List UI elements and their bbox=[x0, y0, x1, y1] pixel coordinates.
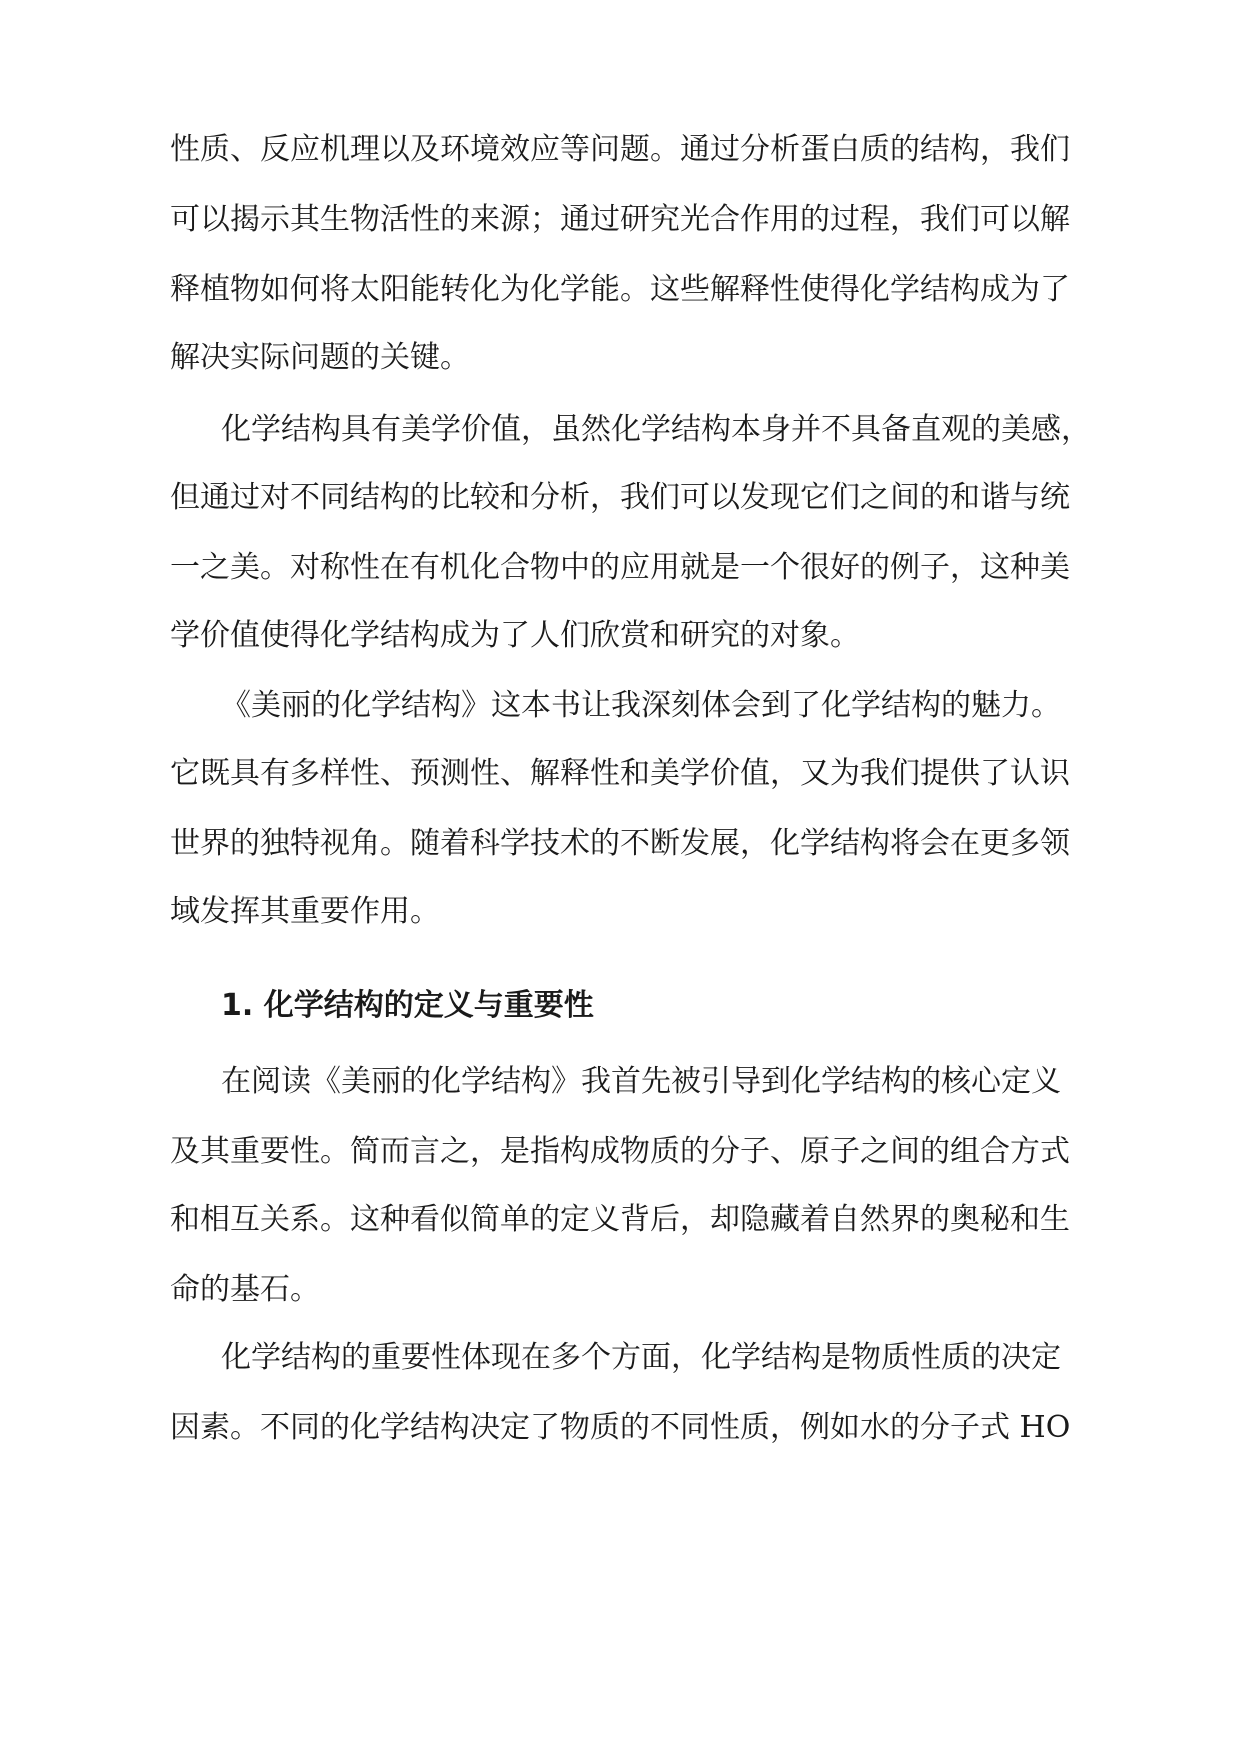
line-text: 命的基石。 bbox=[170, 1272, 320, 1307]
paragraph-line bbox=[0, 606, 1241, 666]
line-text: 在阅读《美丽的化学结构》我首先被引导到化学结构的核心定义 bbox=[221, 1064, 1061, 1099]
heading-text: 1. 化学结构的定义与重要性 bbox=[221, 988, 594, 1023]
line-text: 化学结构的重要性体现在多个方面，化学结构是物质性质的决定 bbox=[221, 1340, 1061, 1375]
section-heading bbox=[0, 976, 1241, 1036]
paragraph-line bbox=[0, 1122, 1241, 1182]
line-text: 释植物如何将太阳能转化为化学能。这些解释性使得化学结构成为了 bbox=[170, 272, 1070, 307]
line-text: 它既具有多样性、预测性、解释性和美学价值，又为我们提供了认识 bbox=[170, 756, 1070, 791]
line-text: 和相互关系。这种看似简单的定义背后，却隐藏着自然界的奥秘和生 bbox=[170, 1202, 1070, 1237]
paragraph-line bbox=[0, 468, 1241, 528]
paragraph-line bbox=[0, 1328, 1241, 1388]
paragraph-line bbox=[0, 1398, 1241, 1458]
line-text: 及其重要性。简而言之，是指构成物质的分子、原子之间的组合方式 bbox=[170, 1134, 1070, 1169]
paragraph-line bbox=[0, 676, 1241, 736]
paragraph-line bbox=[0, 1260, 1241, 1320]
line-text: 可以揭示其生物活性的来源；通过研究光合作用的过程，我们可以解 bbox=[170, 202, 1070, 237]
line-text: 域发挥其重要作用。 bbox=[170, 894, 440, 929]
line-text: 解决实际问题的关键。 bbox=[170, 340, 470, 375]
paragraph-line bbox=[0, 328, 1241, 388]
line-text: 但通过对不同结构的比较和分析，我们可以发现它们之间的和谐与统 bbox=[170, 480, 1070, 515]
paragraph-line bbox=[0, 882, 1241, 942]
paragraph-line bbox=[0, 814, 1241, 874]
paragraph-line bbox=[0, 400, 1241, 460]
paragraph-line bbox=[0, 744, 1241, 804]
paragraph-line bbox=[0, 538, 1241, 598]
line-text: 《美丽的化学结构》这本书让我深刻体会到了化学结构的魅力。 bbox=[221, 688, 1061, 723]
paragraph-line bbox=[0, 120, 1241, 180]
line-text: 因素。不同的化学结构决定了物质的不同性质，例如水的分子式 HO bbox=[170, 1410, 1071, 1445]
line-text: 性质、反应机理以及环境效应等问题。通过分析蛋白质的结构，我们 bbox=[170, 132, 1070, 167]
line-text: 学价值使得化学结构成为了人们欣赏和研究的对象。 bbox=[170, 618, 860, 653]
line-text: 一之美。对称性在有机化合物中的应用就是一个很好的例子，这种美 bbox=[170, 550, 1070, 585]
paragraph-line bbox=[0, 1190, 1241, 1250]
line-text: 世界的独特视角。随着科学技术的不断发展，化学结构将会在更多领 bbox=[170, 826, 1070, 861]
paragraph-line bbox=[0, 1052, 1241, 1112]
paragraph-line bbox=[0, 190, 1241, 250]
paragraph-line bbox=[0, 260, 1241, 320]
line-text: 化学结构具有美学价值，虽然化学结构本身并不具备直观的美感， bbox=[221, 412, 1091, 447]
